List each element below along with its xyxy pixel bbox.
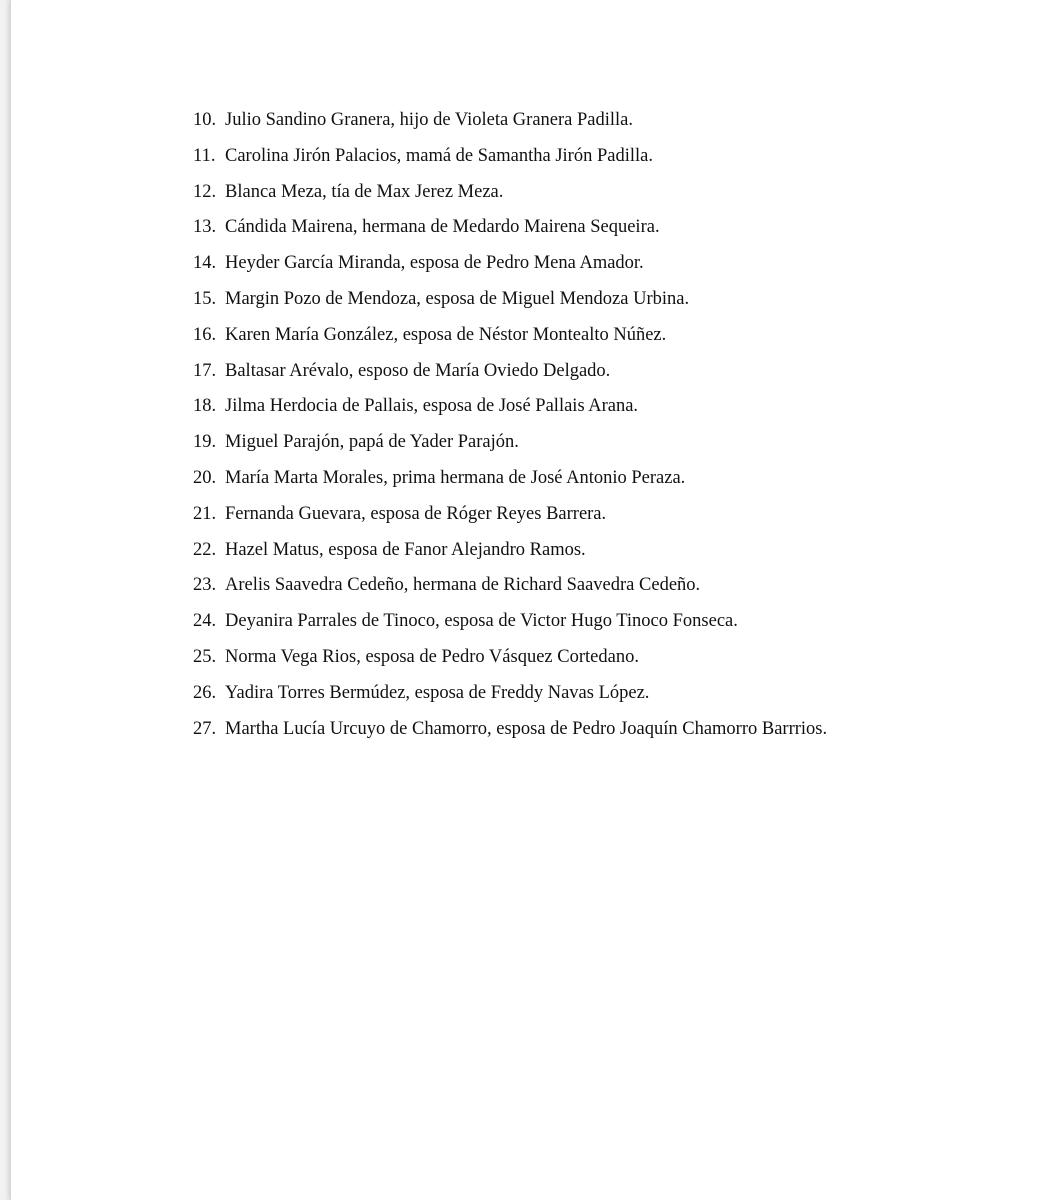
item-text: Karen María González, esposa de Néstor Montealto Núñez. [225, 324, 667, 345]
item-text: Deyanira Parrales de Tinoco, esposa de Victor Hugo Tinoco Fonseca. [225, 611, 738, 632]
item-number: 23. [193, 575, 217, 596]
item-text: Norma Vega Rios, esposa de Pedro Vásquez Cortedano. [225, 646, 639, 667]
item-number: 13. [193, 217, 217, 238]
list-item [193, 179, 827, 215]
item-text: Jilma Herdocia de Pallais, esposa de José Pallais Arana. [225, 396, 639, 417]
item-text: Heyder García Miranda, esposa de Pedro Mena Amador. [225, 253, 644, 274]
list-item [193, 465, 827, 501]
item-text: Cándida Mairena, hermana de Medardo Mairena Sequeira. [225, 217, 660, 238]
list-item [193, 716, 827, 752]
item-text: Martha Lucía Urcuyo de Chamorro, esposa de Pedro Joaquín Chamorro Barrrios. [225, 718, 828, 739]
list-item [193, 429, 827, 465]
list-item [193, 214, 827, 250]
item-number: 19. [193, 432, 217, 453]
item-text: Margin Pozo de Mendoza, esposa de Miguel Mendoza Urbina. [225, 288, 690, 309]
item-number: 20. [193, 467, 217, 488]
list-item [193, 608, 827, 644]
item-number: 15. [193, 288, 217, 309]
item-number: 14. [193, 253, 217, 274]
list-item [193, 143, 827, 179]
item-number: 27. [193, 718, 217, 739]
item-text: Arelis Saavedra Cedeño, hermana de Richard Saavedra Cedeño. [225, 575, 701, 596]
item-text: Julio Sandino Granera, hijo de Violeta Granera Padilla. [225, 110, 634, 130]
document-page [10, 0, 1044, 1200]
list-item [193, 286, 827, 322]
family-member-list [193, 107, 827, 751]
item-number: 24. [193, 611, 217, 632]
item-text: María Marta Morales, prima hermana de José Antonio Peraza. [225, 467, 686, 488]
item-number: 17. [193, 360, 217, 381]
list-item [193, 322, 827, 358]
item-number: 25. [193, 646, 217, 667]
item-text: Miguel Parajón, papá de Yader Parajón. [225, 432, 519, 453]
list-item [193, 393, 827, 429]
item-number: 11. [193, 145, 216, 166]
item-text: Hazel Matus, esposa de Fanor Alejandro Ramos. [225, 539, 586, 560]
item-number: 26. [193, 682, 217, 703]
item-number: 10. [193, 110, 217, 130]
item-number: 22. [193, 539, 217, 560]
item-text: Carolina Jirón Palacios, mamá de Samantha Jirón Padilla. [225, 145, 653, 166]
item-text: Yadira Torres Bermúdez, esposa de Freddy Navas López. [225, 682, 650, 703]
item-number: 18. [193, 396, 217, 417]
item-text: Fernanda Guevara, esposa de Róger Reyes Barrera. [225, 503, 607, 524]
item-number: 21. [193, 503, 217, 524]
item-number: 16. [193, 324, 217, 345]
list-item [193, 572, 827, 608]
item-text: Baltasar Arévalo, esposo de María Oviedo Delgado. [225, 360, 611, 381]
list-item [193, 250, 827, 286]
list-item [193, 501, 827, 537]
item-text: Blanca Meza, tía de Max Jerez Meza. [225, 181, 504, 202]
item-number: 12. [193, 181, 217, 202]
list-item [193, 537, 827, 573]
list-item [193, 680, 827, 716]
list-item [193, 358, 827, 394]
list-item [193, 107, 827, 143]
list-item [193, 644, 827, 680]
